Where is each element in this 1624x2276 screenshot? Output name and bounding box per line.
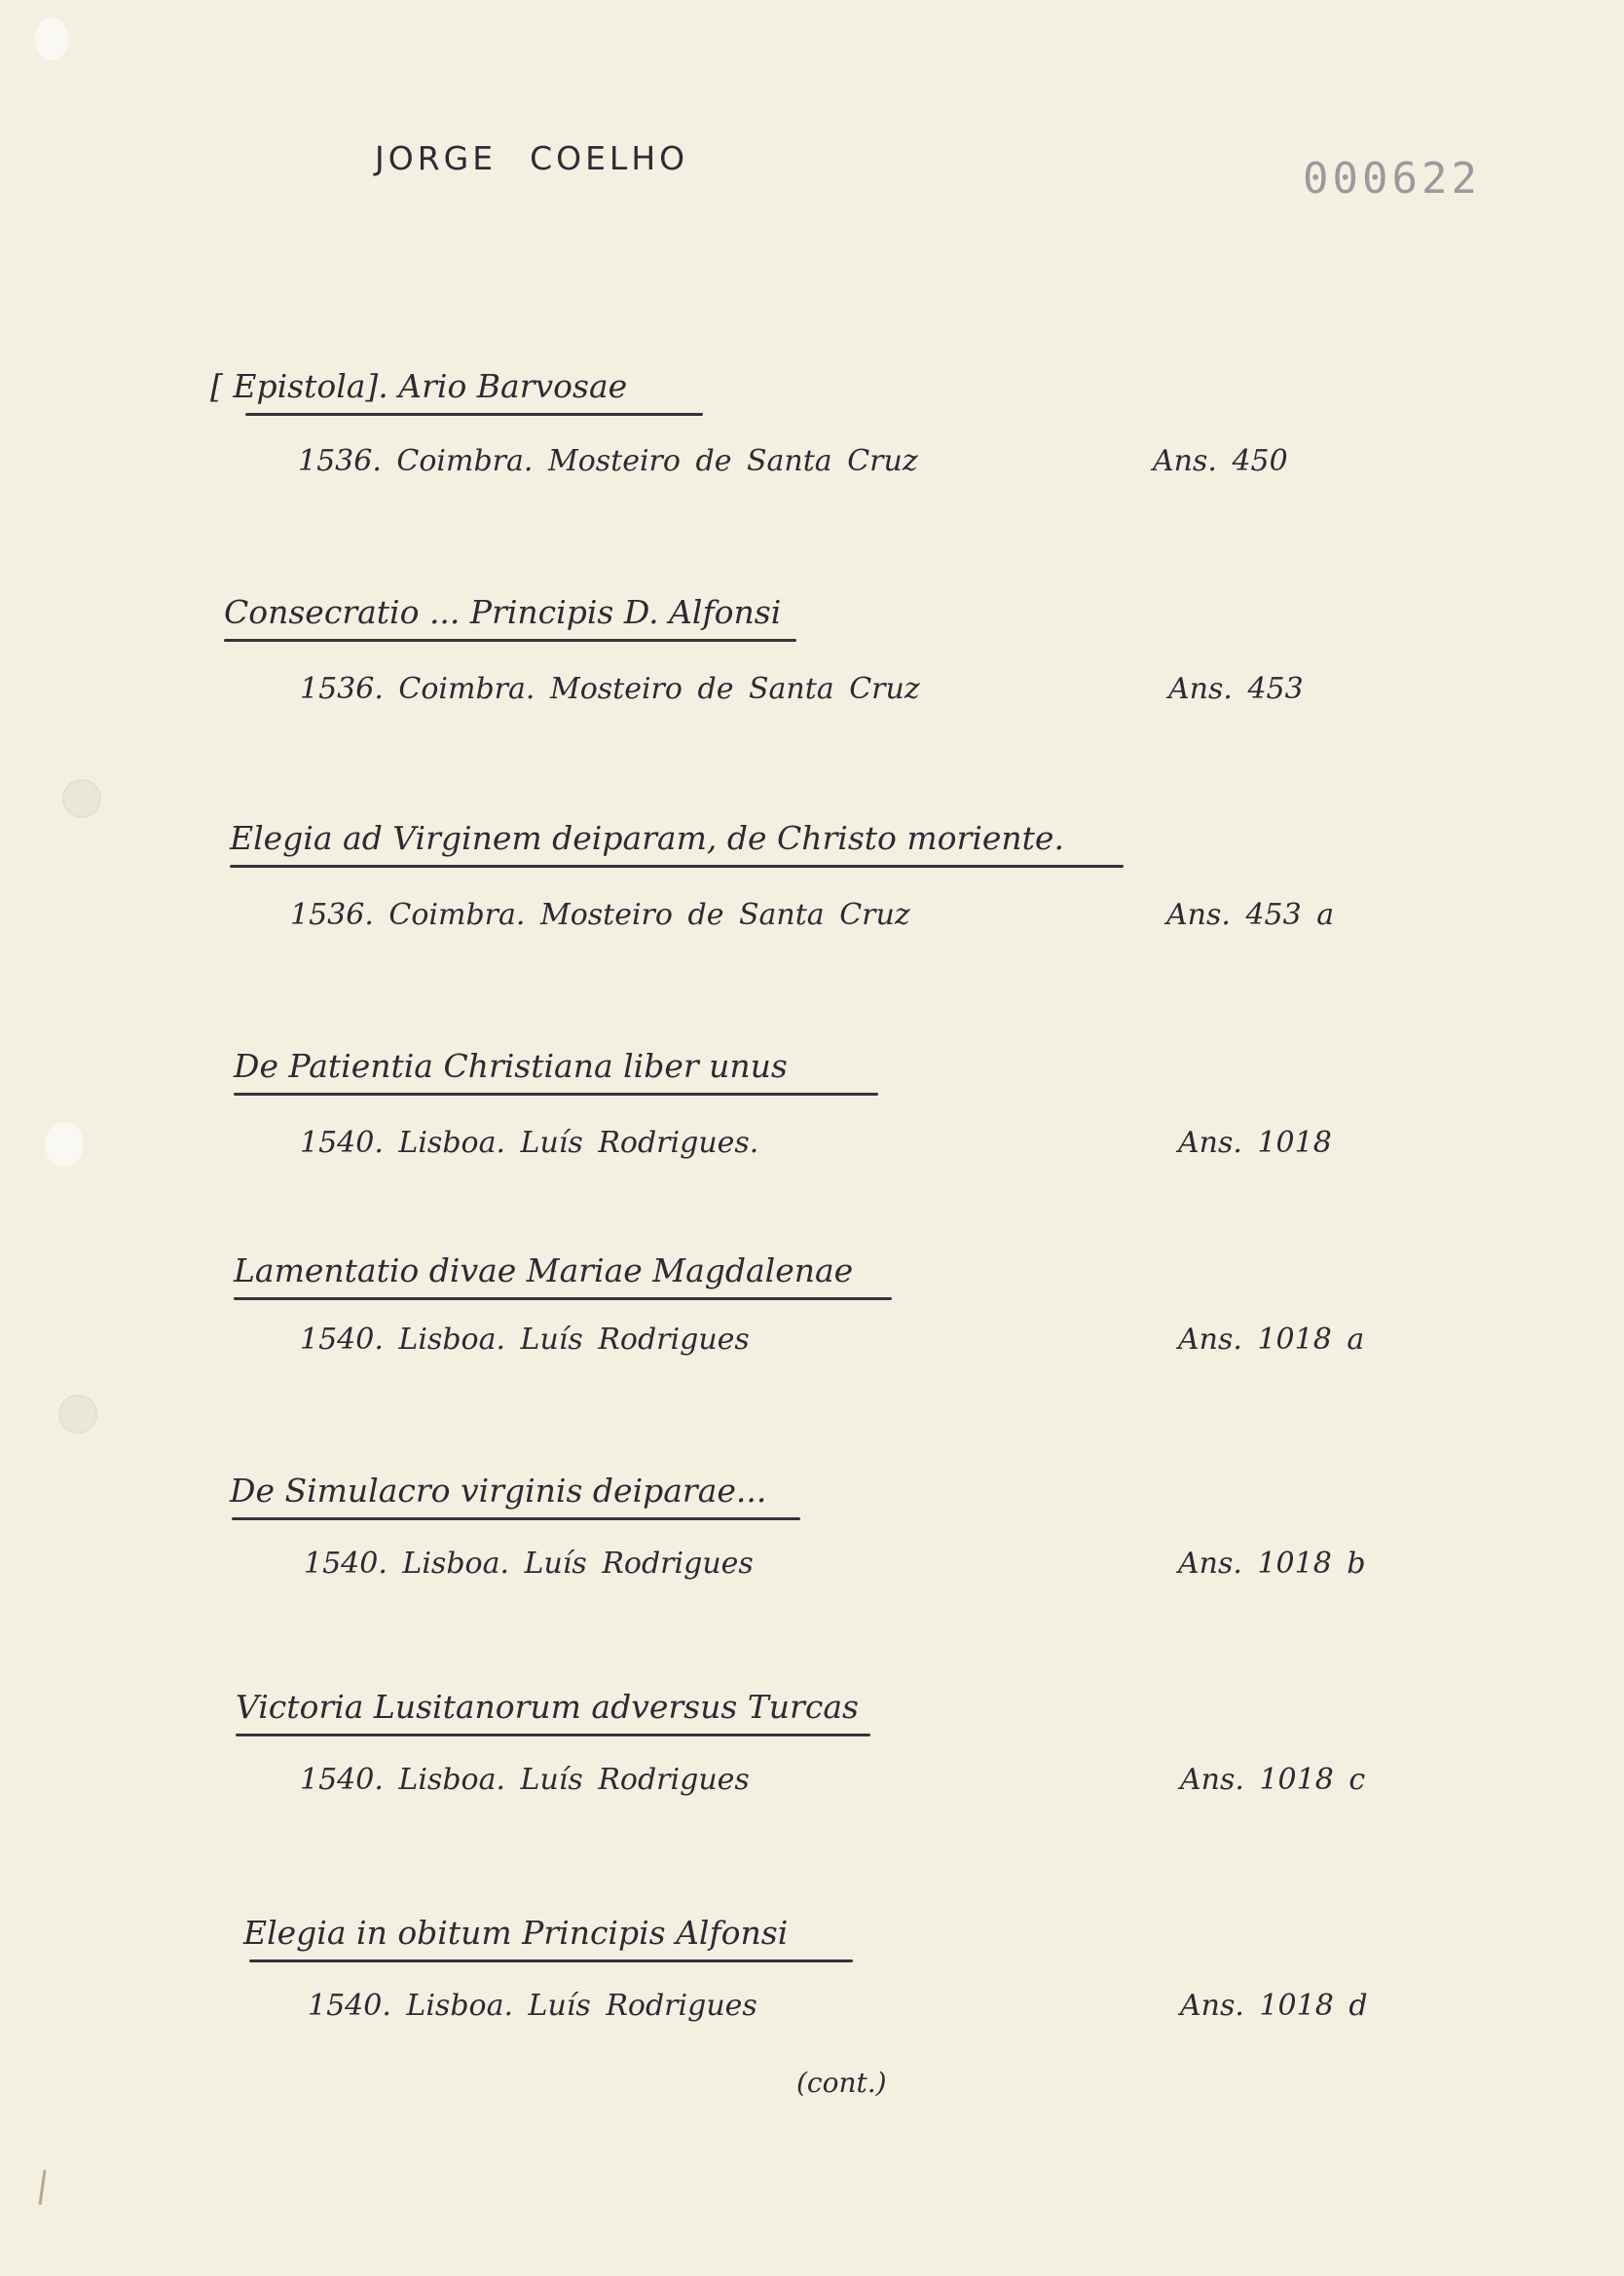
title-underline [245,413,703,416]
entry-title: Elegia in obitum Principis Alfonsi [243,1914,789,1952]
entry-title: De Simulacro virginis deiparae... [230,1472,767,1510]
entry-imprint: 1540. Lisboa. Luís Rodrigues [300,1763,750,1797]
entry-reference: Ans. 453 [1168,672,1304,706]
entry-title: [ Epistola]. Ario Barvosae [210,367,628,405]
paper-mark [39,2170,47,2205]
title-underline [249,1959,853,1962]
catalog-entry [0,590,1624,756]
entry-imprint: 1540. Lisboa. Luís Rodrigues [300,1323,750,1357]
paper-blemish [35,18,68,60]
author-first-name: JORGE [375,139,498,177]
entry-imprint: 1536. Coimbra. Mosteiro de Santa Cruz [290,898,910,932]
entry-title: De Patientia Christiana liber unus [234,1047,788,1085]
entry-reference: Ans. 450 [1153,444,1288,478]
entry-reference: Ans. 1018 [1178,1126,1332,1160]
entry-imprint: 1536. Coimbra. Mosteiro de Santa Cruz [298,444,918,478]
catalog-entry [0,1249,1624,1414]
punch-hole [62,779,101,818]
entry-reference: Ans. 1018 b [1178,1547,1366,1581]
title-underline [232,1517,800,1520]
title-underline [234,1093,878,1096]
title-underline [230,865,1124,868]
title-underline [224,639,796,642]
title-underline [236,1734,870,1736]
entry-imprint: 1540. Lisboa. Luís Rodrigues [304,1547,754,1581]
catalog-entry [0,1044,1624,1210]
entry-imprint: 1536. Coimbra. Mosteiro de Santa Cruz [300,672,920,706]
entry-reference: Ans. 1018 c [1180,1763,1366,1797]
entry-title: Elegia ad Virginem deiparam, de Christo moriente. [230,819,1064,857]
entry-imprint: 1540. Lisboa. Luís Rodrigues. [300,1126,759,1160]
entry-title: Victoria Lusitanorum adversus Turcas [236,1688,859,1726]
entry-reference: Ans. 453 a [1166,898,1335,932]
catalog-entry [0,1469,1624,1634]
continued-note: (cont.) [796,2067,887,2099]
entry-reference: Ans. 1018 a [1178,1323,1365,1357]
entry-reference: Ans. 1018 d [1180,1989,1368,2023]
catalog-entry [0,1685,1624,1850]
catalog-entry [0,1911,1624,2076]
archive-stamp-number: 000622 [1303,154,1481,204]
author-last-name: COELHO [530,139,689,177]
title-underline [234,1297,892,1300]
catalog-entry [0,816,1624,982]
catalog-entry [0,364,1624,530]
entry-title: Lamentatio divae Mariae Magdalenae [234,1251,854,1289]
entry-title: Consecratio ... Principis D. Alfonsi [224,593,782,631]
entry-imprint: 1540. Lisboa. Luís Rodrigues [308,1989,757,2023]
author-heading [375,139,688,177]
